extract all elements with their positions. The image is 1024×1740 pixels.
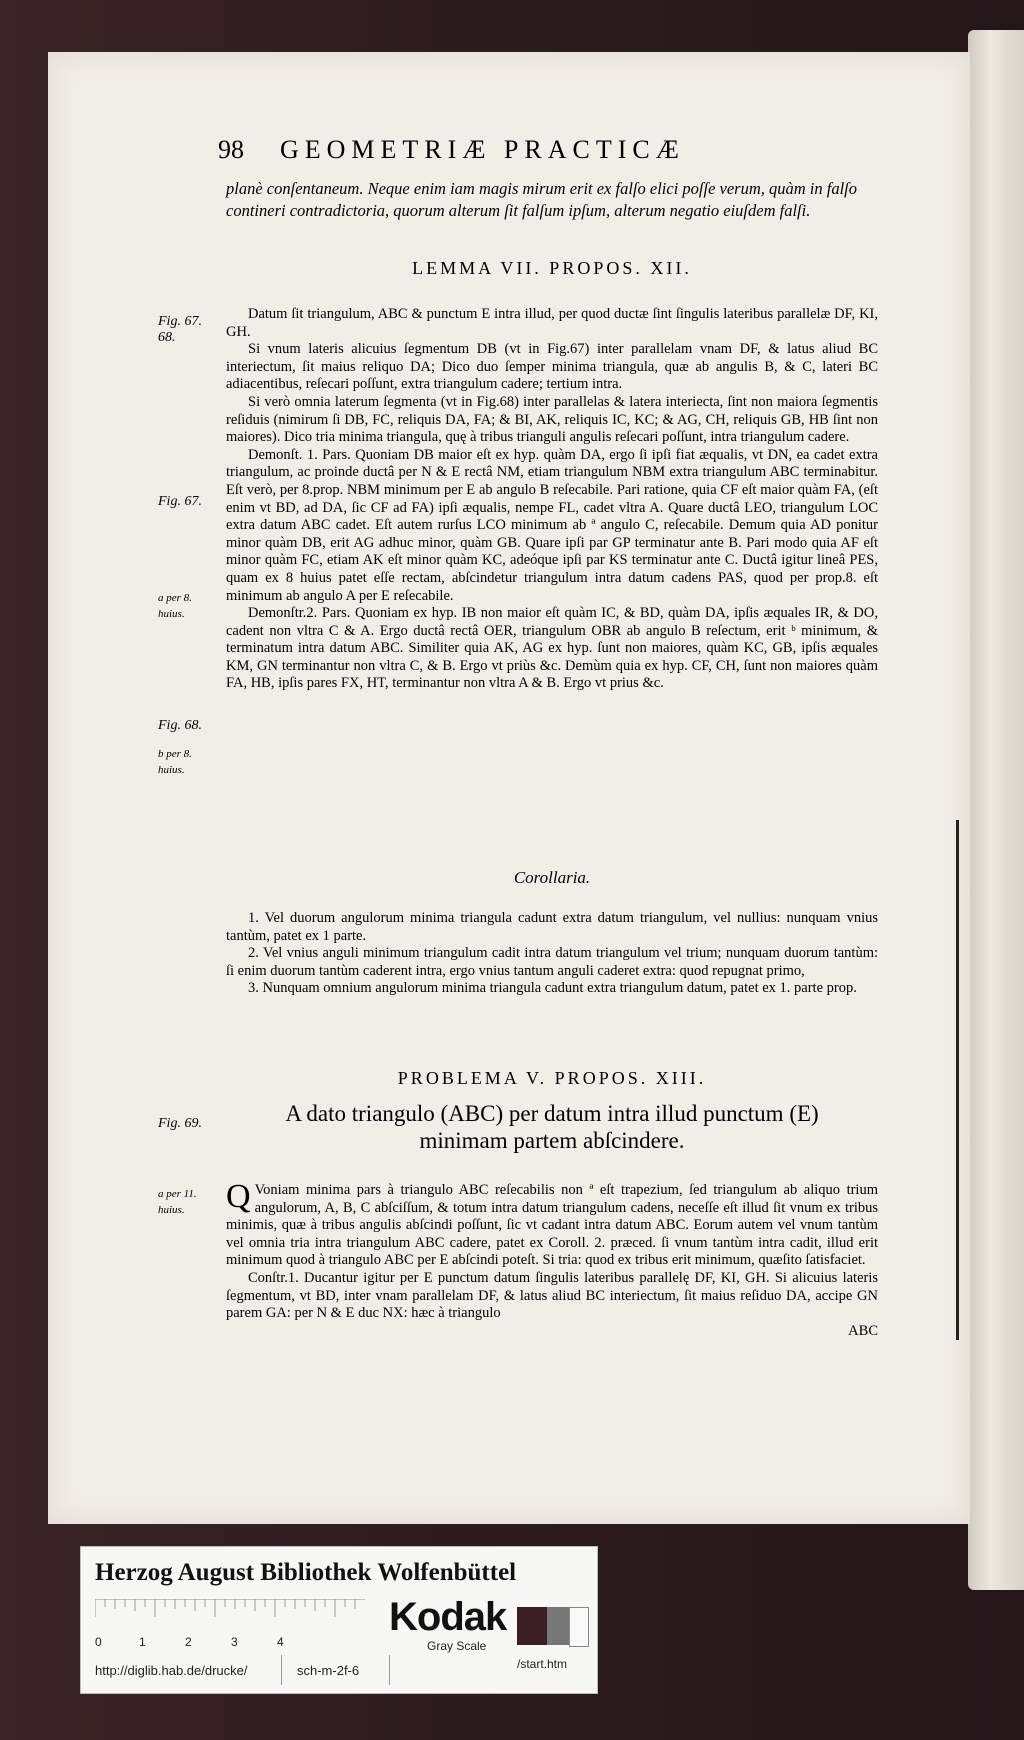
corollary-3: 3. Nunquam omnium angulorum minima triangula cadunt extra triangulum datum, patet ex 1. parte prop.	[248, 980, 857, 997]
margin-note-aper8-line1: a per 8.	[158, 592, 192, 604]
margin-note-fig67: Fig. 67.	[158, 494, 202, 509]
ruler-number-2: 2	[185, 1635, 192, 1649]
page-number: 98	[218, 135, 244, 164]
institution-name: Herzog August Bibliothek Wolfenbüttel	[95, 1559, 517, 1586]
running-title: GEOMETRIÆ PRACTICÆ	[280, 135, 685, 164]
digital-library-url: http://diglib.hab.de/drucke/	[95, 1663, 248, 1678]
intro-paragraph	[226, 178, 878, 222]
ruler-ticks-icon	[95, 1599, 365, 1619]
lemma-p5: Demonſtr.2. Pars. Quoniam ex hyp. IB non maior eſt quàm IC, & BD, quàm DA, ipſis æquales IR, & DO, cadent non vltra C & A. Ergo ductâ rectâ OER, triangulum OBR ab angulo B reſectum, erit ᵇ minimum, & terminatum intra datum ABC. Similiter quia AK, AG ex hyp. ſunt non maiores, quàm KC, GB, ipſis æquales KM, GN terminantur non vltra C, & B. Ergo vt priùs &c. Demùm quia ex hyp. CF, CH, ſunt non maiores quàm FA, HB, ipſis pares FX, HT, terminantur non vltra A & B. Ergo vt prius &c.	[226, 605, 878, 692]
library-color-card	[80, 1546, 598, 1694]
problema-body	[226, 1178, 878, 1340]
card-divider-1	[281, 1655, 282, 1685]
problema-p1-text: Voniam minima pars à triangulo ABC reſecabilis non ª eſt trapezium, ſed triangulum ab aliquo trium angulorum, A, B, C abſciſſum, & totum intra datum triangulum cadens, neceſſe eſt illud ſit vnum ex tribus minimis, quæ à tribus angulis abſcindi poſſunt, ſic vt cadant intra datum ABC. Eorum autem vel vnum tantùm vel omnia tria intra triangulum ABC cadere, patet ex Coroll. 2. præced. ſi vnum tantùm intra cadit, illud erit minimum quod à triangulo ABC per E abſcindi poteſt. Si tria: quod ex tribus erit minimum, quæſito ſatisfaciet.	[226, 1182, 878, 1269]
corollaria-title: Corollaria.	[513, 868, 591, 887]
margin-note-aper11	[158, 1186, 197, 1218]
gray-scale-label: Gray Scale	[427, 1639, 487, 1653]
shelfmark-code: sch-m-2f-6	[297, 1663, 360, 1678]
card-divider-2	[389, 1655, 390, 1685]
problema-statement	[226, 1100, 878, 1154]
ruler-number-4: 4	[277, 1635, 284, 1649]
swatch-dark	[517, 1607, 547, 1645]
margin-note-aper8-line2: huius.	[158, 608, 185, 620]
margin-note-fig69: Fig. 69.	[158, 1116, 202, 1131]
catchword: ABC	[848, 1322, 878, 1339]
lemma-p3: Si verò omnia laterum ſegmenta (vt in Fig.68) inter parallelas & latera interiecta, ſint non maiora ſegmentis reſiduis (nimirum ſi DB, FC, reliquis DA, FA; & BI, AK, reliquis IC, KC; & AG, CH, reliquis GB, HB ſint non maiores). Dico tria minima triangula, quę à tribus trianguli angulis reſecari poſſunt, intra triangulum cadere.	[226, 393, 878, 446]
corollary-1: 1. Vel duorum angulorum minima triangula cadunt extra datum triangulum, vel nullius: nunquam vnius tantùm, patet ex 1 parte.	[226, 910, 878, 944]
ruler-number-3: 3	[231, 1635, 238, 1649]
lemma-p1: Datum ſit triangulum, ABC & punctum E intra illud, per quod ductæ ſint ſingulis lateribus parallelæ DF, KI, GH.	[226, 306, 878, 340]
corollary-2: 2. Vel vnius anguli minimum triangulum cadit intra datum triangulum vel trium; nunquam duorum tantùm: ſi enim duorum tantùm caderent intra, ergo vnius tantum anguli caderet extra: quod repugnat primo,	[226, 945, 878, 979]
lemma-body	[226, 306, 878, 693]
margin-note-bper8-line2: huius.	[158, 764, 185, 776]
page-header	[168, 135, 888, 169]
margin-note-bper8-line1: b per 8.	[158, 748, 192, 760]
problema-statement-line1: A dato triangulo (ABC) per datum intra illud punctum (E)	[285, 1101, 819, 1126]
swatch-white	[569, 1607, 589, 1647]
lemma-title: LEMMA VII. PROPOS. XII.	[412, 258, 692, 278]
margin-note-fig67-68: Fig. 67. 68.	[158, 314, 202, 345]
drop-cap: Q	[226, 1178, 251, 1215]
problema-statement-line2: minimam partem abſcindere.	[419, 1128, 685, 1153]
next-page-edge	[968, 30, 1024, 1590]
margin-note-aper11-line1: a per 11.	[158, 1188, 197, 1200]
page-shadow-line	[956, 820, 959, 1340]
margin-note-bper8	[158, 746, 192, 778]
ruler-number-0: 0	[95, 1635, 102, 1649]
gray-swatches	[517, 1607, 587, 1645]
intro-text: planè conſentaneum. Neque enim iam magis mirum erit ex falſo elici poſſe verum, quàm in falſo contineri contradictoria, quorum alterum ſit falſum ipſum, alterum negatio eiuſdem falſi.	[226, 179, 858, 220]
problema-title: PROBLEMA V. PROPOS. XIII.	[397, 1068, 707, 1088]
margin-note-fig68: Fig. 68.	[158, 718, 202, 733]
lemma-p4: Demonſt. 1. Pars. Quoniam DB maior eſt ex hyp. quàm DA, ergo ſi ipſi fiat æqualis, vt DN, ea cadet extra triangulum, ac proinde ductâ per N & E rectâ NM, etiam triangulum NBM extra triangulum ABC terminabitur. Eſt verò, per 8.prop. NBM minimum per E ab angulo B reſecabile. Pari ratione, quia CF eſt maior quàm FA, (eſt enim vt BD, ad DA, ſic CF ad FA) ipſi æqualis, nempe FL, cadet vltra A. Quare ductâ LEO, triangulum LOC extra datum ABC cadet. Eſt autem rurſus LCO minimum ab ª angulo C, reſecabile. Demum quia AD ponitur minor quàm DB, erit AG adhuc minor, quàm GB. Quare ipſi par GP terminatur ante B. Pari modo quia AF eſt minor quàm FC, etiam AK eſt minor quàm KC, adeóque ipſi par KS terminatur ante C. Ductâ igitur lineâ PES, quam ex 8 huius patet eſſe rectam, abſcindetur triangulum intra datum cadens PAS, quod per prop.8. eſt minimum ab angulo A per E reſecabile.	[226, 446, 878, 604]
problema-p1	[226, 1178, 878, 1270]
margin-note-aper8	[158, 590, 192, 622]
lemma-p2: Si vnum lateris alicuius ſegmentum DB (vt in Fig.67) inter parallelam vnam DF, & latus aliud BC interiectum, ſit maius reliquo DA; Dico duo ſemper minima triangula, quæ ab angulis B, & C, lateri BC adiacentibus, reſecari poſſunt, extra triangulum cadere; tertium intra.	[226, 341, 878, 393]
kodak-logo: Kodak	[389, 1595, 507, 1639]
margin-note-aper11-line2: huius.	[158, 1204, 185, 1216]
swatch-mid	[547, 1607, 569, 1645]
scale-ruler	[95, 1599, 365, 1649]
ruler-number-1: 1	[139, 1635, 146, 1649]
start-page-path: /start.htm	[517, 1657, 568, 1671]
problema-p2: Conſtr.1. Ducantur igitur per E punctum datum ſingulis lateribus parallelę DF, KI, GH. Si alicuius lateris ſegmentum, vt BD, inter vnam parallelam DF, & latus aliud BC interiectum, ſit maius reſiduo DA, accipe GN parem GA: per N & E duc NX: hæc à triangulo	[226, 1269, 878, 1322]
corollaria-body	[226, 910, 878, 998]
